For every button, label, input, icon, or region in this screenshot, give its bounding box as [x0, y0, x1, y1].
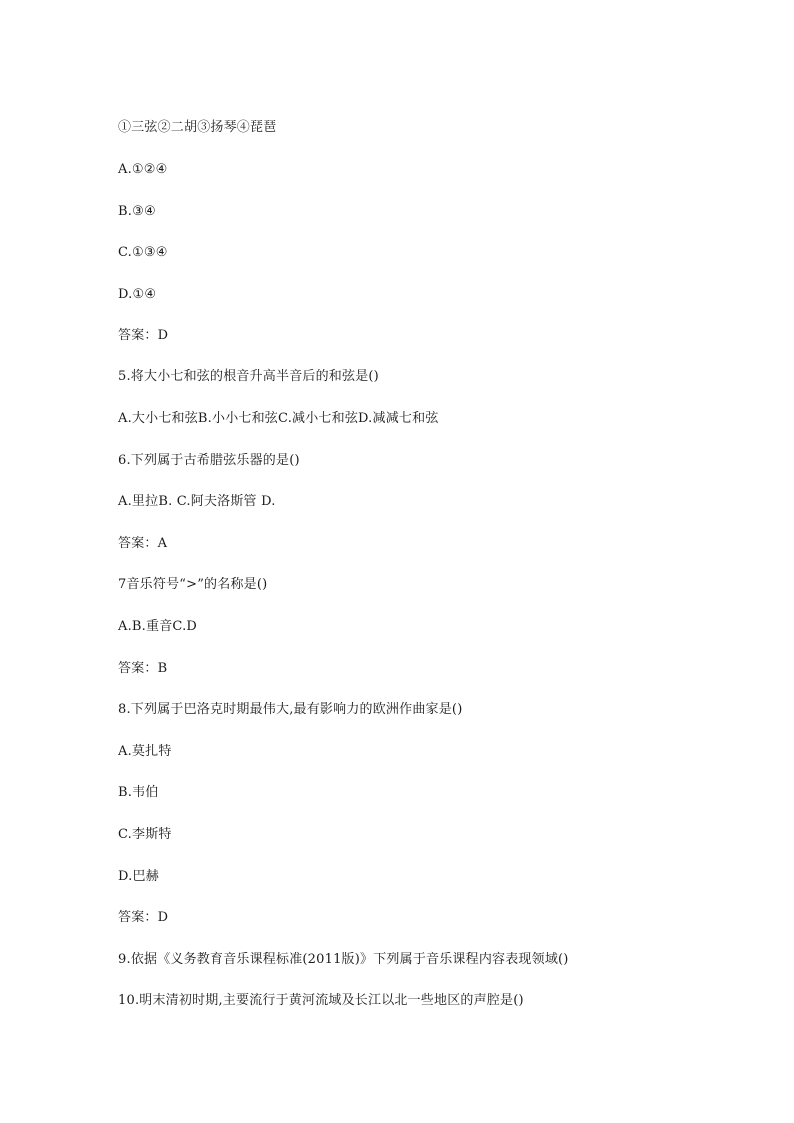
question-8: 8.下列属于巴洛克时期最伟大,最有影响力的欧洲作曲家是() [118, 702, 463, 717]
question-6: 6.下列属于古希腊弦乐器的是() [118, 453, 300, 468]
question-6-options: A.里拉B. C.阿夫洛斯管 D. [118, 494, 276, 509]
question-7: 7音乐符号“>”的名称是() [118, 577, 268, 592]
option-c: C.李斯特 [118, 827, 172, 842]
option-d: D.①④ [118, 287, 157, 302]
question-stem-instruments: ①三弦②二胡③扬琴④琵琶 [118, 120, 277, 135]
option-a: A.①②④ [118, 162, 168, 177]
question-7-options: A.B.重音C.D [118, 619, 198, 634]
answer-line: 答案：A [118, 536, 168, 551]
question-5: 5.将大小七和弦的根音升高半音后的和弦是() [118, 369, 379, 384]
answer-line: 答案：D [118, 910, 169, 925]
question-5-options: A.大小七和弦B.小小七和弦C.减小七和弦D.减减七和弦 [118, 411, 439, 426]
question-9: 9.依据《义务教育音乐课程标准(2011版)》下列属于音乐课程内容表现领域() [118, 952, 569, 967]
option-b: B.韦伯 [118, 785, 159, 800]
option-c: C.①③④ [118, 245, 168, 260]
answer-line: 答案：D [118, 328, 169, 343]
question-10: 10.明末清初时期,主要流行于黄河流域及长江以北一些地区的声腔是() [118, 993, 524, 1008]
answer-line: 答案：B [118, 661, 168, 676]
option-a: A.莫扎特 [118, 744, 172, 759]
option-b: B.③④ [118, 204, 156, 219]
option-d: D.巴赫 [118, 869, 159, 884]
